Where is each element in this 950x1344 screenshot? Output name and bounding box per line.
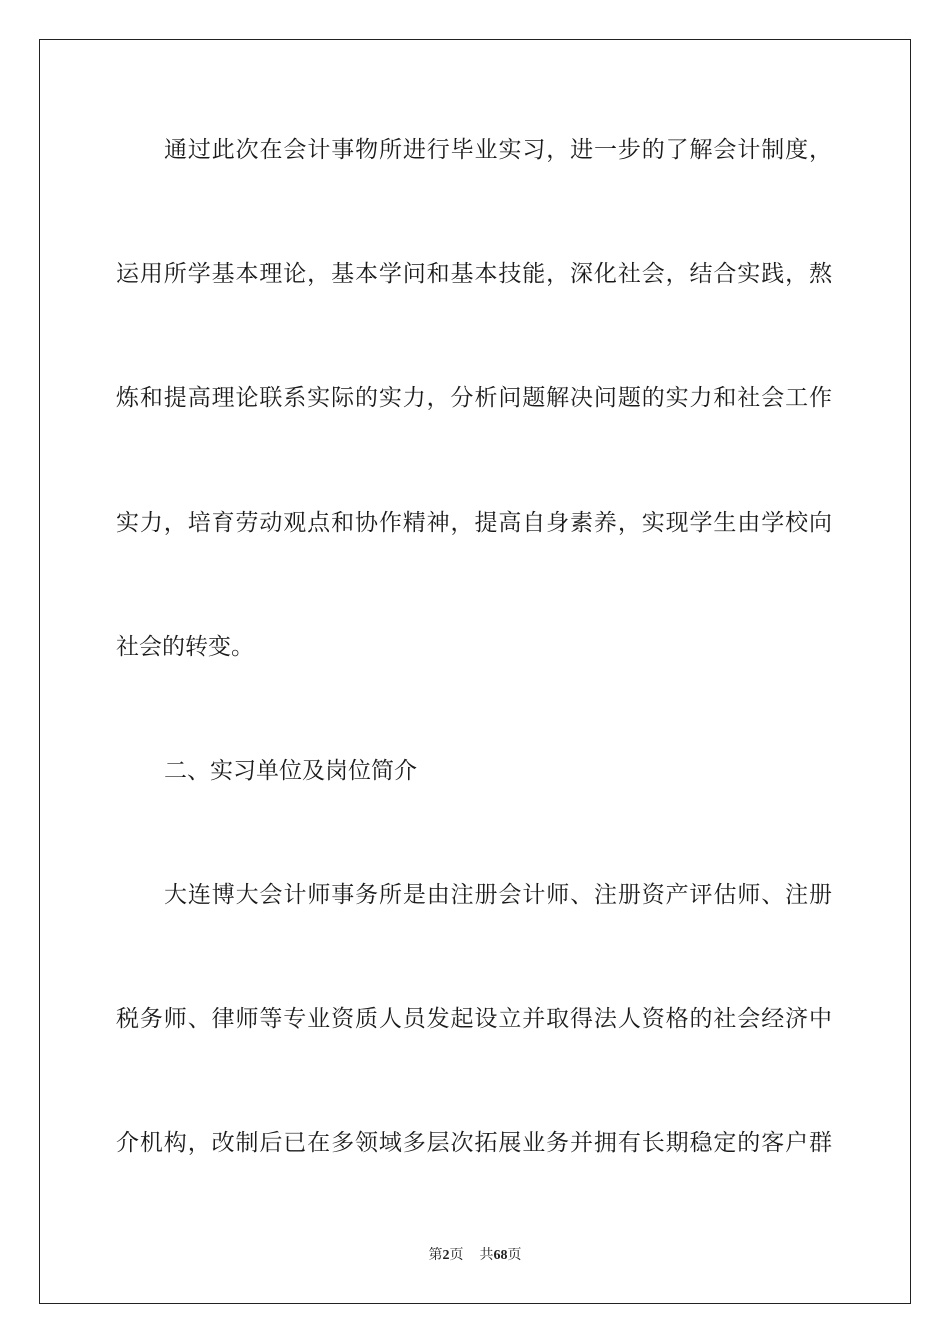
body-line-5: 社会的转变。 bbox=[116, 634, 254, 660]
section-heading: 二、实习单位及岗位简介 bbox=[164, 758, 417, 784]
page-border bbox=[39, 39, 911, 1304]
body-line-8: 介机构，改制后已在多领域多层次拓展业务并拥有长期稳定的客户群 bbox=[116, 1130, 832, 1156]
footer-page-suffix: 页 bbox=[449, 1247, 464, 1263]
footer-total-pages: 68 bbox=[493, 1248, 508, 1263]
footer-page-prefix: 第 bbox=[428, 1247, 443, 1263]
body-line-4: 实力，培育劳动观点和协作精神，提高自身素养，实现学生由学校向 bbox=[116, 510, 832, 536]
footer-total-prefix: 共 bbox=[479, 1247, 494, 1263]
body-line-7: 税务师、律师等专业资质人员发起设立并取得法人资格的社会经济中 bbox=[116, 1006, 832, 1032]
footer-page-number: 2 bbox=[442, 1248, 450, 1263]
footer-total-suffix: 页 bbox=[507, 1247, 522, 1263]
body-line-1: 通过此次在会计事物所进行毕业实习，进一步的了解会计制度， bbox=[164, 137, 832, 163]
body-line-3: 炼和提高理论联系实际的实力，分析问题解决问题的实力和社会工作 bbox=[116, 385, 832, 411]
page-footer bbox=[0, 1246, 950, 1265]
body-line-6: 大连博大会计师事务所是由注册会计师、注册资产评估师、注册 bbox=[164, 882, 832, 908]
body-line-2: 运用所学基本理论，基本学问和基本技能，深化社会，结合实践，熬 bbox=[116, 261, 832, 287]
